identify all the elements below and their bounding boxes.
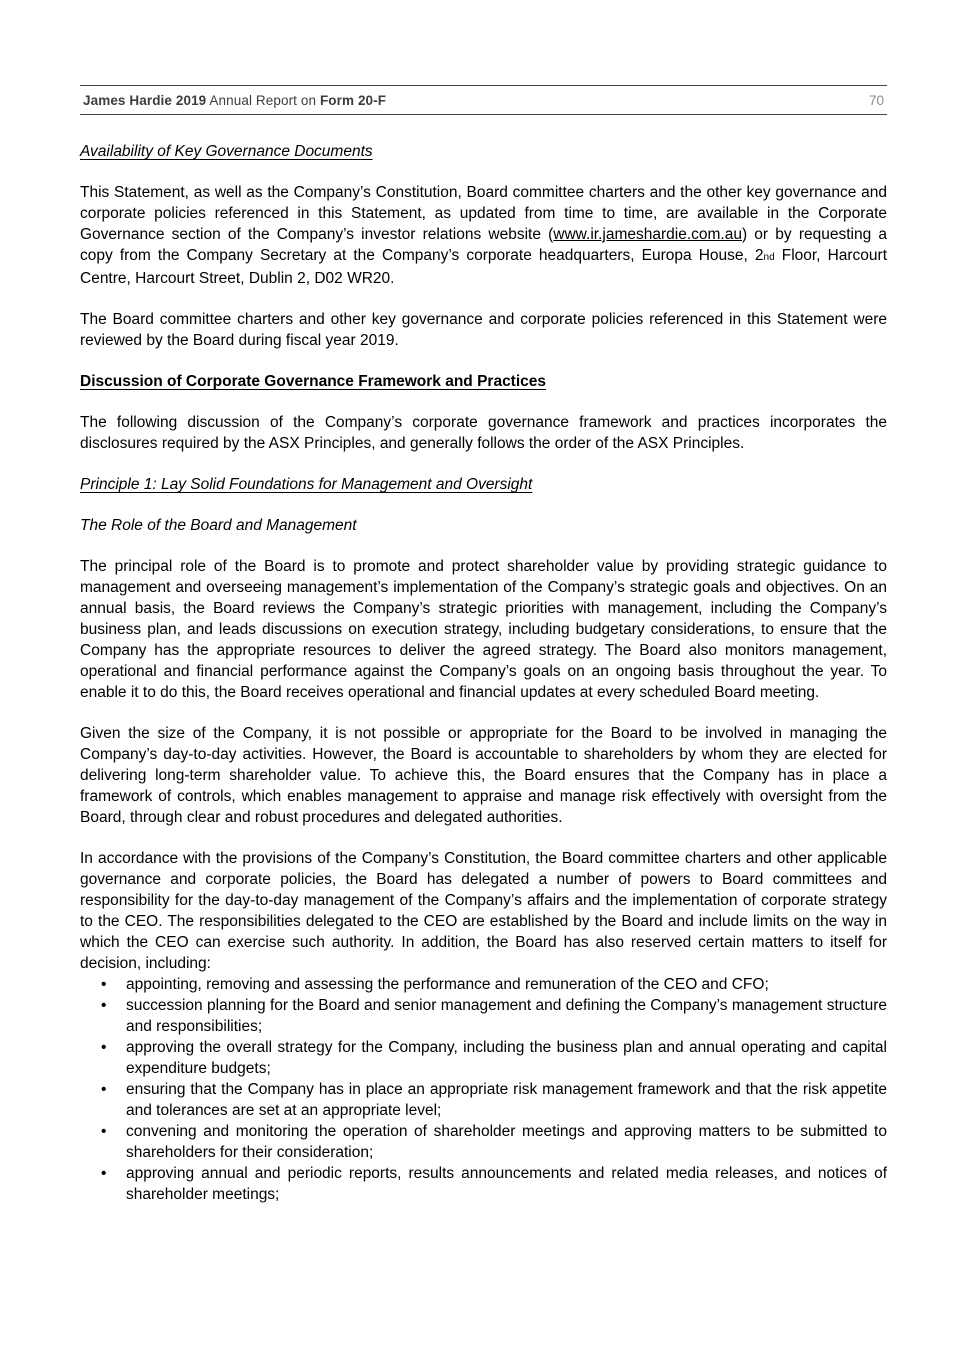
paragraph-availability xyxy=(80,182,887,289)
paragraph-principal-role: The principal role of the Board is to promote and protect shareholder value by providing strategic guidance to management and overseeing management’s implementation of the Company’s strategic goals and objectives. On an annual basis, the Board reviews the Company’s strategic priorities with management, including the Company’s business plan, and leads discussions on execution strategy, including budgetary considerations, to ensure that the Company has the appropriate resources to deliver the agreed strategy. The Board also monitors management, operational and financial performance against the Company’s goals on an ongoing basis throughout the year. To enable it to do this, the Board receives operational and financial updates at every scheduled Board meeting. xyxy=(80,558,887,701)
header-title-report-name: James Hardie 2019 xyxy=(83,93,207,108)
heading-principle-1: Principle 1: Lay Solid Foundations for Management and Oversight xyxy=(80,476,533,493)
list-item: • succession planning for the Board and senior management and defining the Company’s management structure and responsibilities; xyxy=(80,995,887,1037)
paragraph-in-accordance: In accordance with the provisions of the Company’s Constitution, the Board committee charters and other applicable governance and corporate policies, the Board has delegated a number of powers to Board committees and responsibility for the day-to-day management of the Company’s affairs and the implementation of corporate strategy to the CEO. The responsibilities delegated to the CEO are established by the Board and include limits on the way in which the CEO can exercise such authority. In addition, the Board has also reserved certain matters to itself for decision, including: xyxy=(80,850,887,972)
header-row xyxy=(80,86,887,114)
ordinal-suffix: nd xyxy=(763,252,775,263)
heading-availability-governance-documents: Availability of Key Governance Documents xyxy=(80,143,373,160)
document-content xyxy=(80,115,887,1205)
heading-discussion-governance-framework: Discussion of Corporate Governance Framework and Practices xyxy=(80,373,547,390)
list-item: • approving the overall strategy for the Company, including the business plan and annual operating and capital expenditure budgets; xyxy=(80,1037,887,1079)
page-number: 70 xyxy=(868,93,884,108)
paragraph-text: ) or by requesting a copy from the Company Secretary at the Company’s corporate headquarters, Europa House, 2 xyxy=(80,226,888,264)
header-title xyxy=(83,93,386,108)
board-reserved-matters-list xyxy=(80,974,887,1205)
list-item: • approving annual and periodic reports, results announcements and related media releases, and notices of shareholder meetings; xyxy=(80,1163,887,1205)
subheading-role-of-board: The Role of the Board and Management xyxy=(80,517,357,534)
paragraph-following-discussion: The following discussion of the Company’s corporate governance framework and practices incorporates the disclosures required by the ASX Principles, and generally follows the order of the ASX Principles. xyxy=(80,414,887,452)
paragraph-text: Floor, Harcourt Centre, Harcourt Street, Dublin 2, D02 WR20. xyxy=(80,247,888,287)
paragraph-text: This Statement, as well as the Company’s Constitution, Board committee charters and the other key governance and corporate policies referenced in this Statement, as updated from time to time, are available in the Corporate Governance section of the Company’s investor relations website ( xyxy=(80,184,887,243)
paragraph-charters-reviewed: The Board committee charters and other key governance and corporate policies referenced in this Statement were reviewed by the Board during fiscal year 2019. xyxy=(80,311,887,349)
paragraph-given-size: Given the size of the Company, it is not possible or appropriate for the Board to be involved in managing the Company’s day-to-day activities. However, the Board is accountable to shareholders by whom they are elected for delivering long-term shareholder value. To achieve this, the Board ensures that the Company has in place a framework of controls, which enables management to appraise and manage risk effectively with oversight from the Board, through clear and robust procedures and delegated authorities. xyxy=(80,725,887,826)
list-item: • ensuring that the Company has in place an appropriate risk management framework and that the risk appetite and tolerances are set at an appropriate level; xyxy=(80,1079,887,1121)
header-title-middle: Annual Report on xyxy=(206,93,320,108)
header-title-form-name: Form 20-F xyxy=(319,93,387,108)
investor-relations-website-link[interactable]: www.ir.jameshardie.com.au xyxy=(553,226,742,243)
list-item: • convening and monitoring the operation of shareholder meetings and approving matters to be submitted to shareholders for their consideration; xyxy=(80,1121,887,1163)
list-item: • appointing, removing and assessing the performance and remuneration of the CEO and CFO; xyxy=(80,974,887,995)
page-header xyxy=(80,0,887,115)
